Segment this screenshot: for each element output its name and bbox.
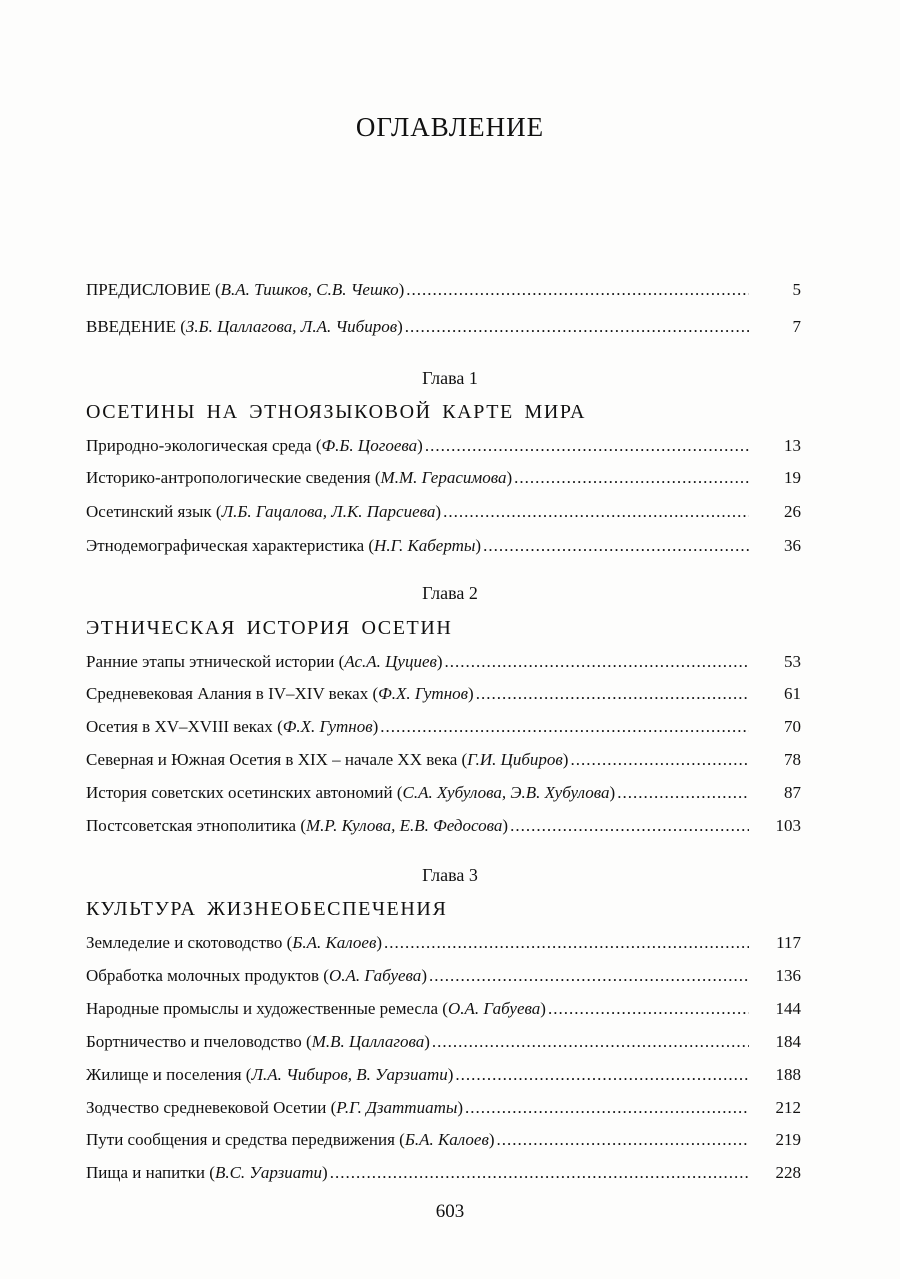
toc-entry: Зодчество средневековой Осетии (Р.Г. Дзаттиаты) ..... 212 (86, 1097, 801, 1119)
toc-entry: Пища и напитки (В.С. Уарзиати) ..... 228 (86, 1162, 801, 1184)
toc-page-number: 5 (792, 280, 801, 299)
toc-page-number: 53 (784, 652, 801, 671)
dot-leader (548, 998, 749, 1020)
dot-leader (445, 651, 749, 673)
toc-entry-title: Пути сообщения и средства передвижения (86, 1130, 395, 1149)
toc-page-number: 13 (784, 436, 801, 455)
toc-entry-title: Пища и напитки (86, 1163, 206, 1182)
toc-entry-title: Осетия в XV–XVIII веках (86, 717, 273, 736)
toc-entry: Земледелие и скотоводство (Б.А. Калоев) ..... 117 (86, 932, 801, 954)
chapter-number: Глава 2 (422, 583, 478, 603)
toc-entry-authors: Р.Г. Дзаттиаты (336, 1098, 458, 1117)
toc-entry-title: Зодчество средневековой Осетии (86, 1098, 327, 1117)
toc-entry: Жилище и поселения (Л.А. Чибиров, В. Уарзиати) ..... 188 (86, 1064, 801, 1086)
toc-entry: Постсоветская этнополитика (М.Р. Кулова, Е.В. Федосова) ..... 103 (86, 815, 801, 837)
page-title: ОГЛАВЛЕНИЕ (355, 112, 545, 142)
toc-entry-authors: О.А. Габуева (447, 999, 541, 1018)
dot-leader (497, 1129, 750, 1151)
toc-entry-authors: Ф.Х. Гутнов (378, 684, 469, 703)
toc-entry-authors: Б.А. Калоев (292, 933, 377, 952)
toc-entry-title: Обработка молочных продуктов (86, 966, 320, 985)
toc-entry: Осетия в XV–XVIII веках (Ф.Х. Гутнов) ..... 70 (86, 716, 801, 738)
toc-page-number: 136 (775, 966, 801, 985)
chapter-title: ЭТНИЧЕСКАЯ ИСТОРИЯ ОСЕТИН (86, 617, 453, 639)
page-number-footer: 603 (435, 1201, 465, 1222)
toc-entry-title: ПРЕДИСЛОВИЕ (86, 280, 211, 299)
dot-leader (384, 932, 749, 954)
toc-page-number: 26 (784, 502, 801, 521)
toc-entry-title: Историко-антропологические сведения (86, 468, 371, 487)
toc-entry: Бортничество и пчеловодство (М.В. Цаллагова) ..... 184 (86, 1031, 801, 1053)
dot-leader (465, 1097, 749, 1119)
toc-page-number: 184 (775, 1032, 801, 1051)
toc-entry-authors: М.Р. Кулова, Е.В. Федосова (305, 816, 503, 835)
toc-entry: Ранние этапы этнической истории (Ас.А. Цуциев) ..... 53 (86, 651, 801, 673)
toc-entry-authors: Б.А. Калоев (404, 1130, 489, 1149)
dot-leader (570, 749, 749, 771)
toc-page-number: 7 (792, 317, 801, 336)
toc-entry-authors: З.Б. Цаллагова, Л.А. Чибиров (185, 317, 398, 336)
chapter-number: Глава 3 (422, 865, 478, 885)
dot-leader (514, 467, 749, 489)
dot-leader (429, 965, 749, 987)
toc-entry-authors: О.А. Габуева (328, 966, 422, 985)
chapter-title: КУЛЬТУРА ЖИЗНЕОБЕСПЕЧЕНИЯ (86, 898, 448, 920)
toc-entry-title: Средневековая Алания в IV–XIV веках (86, 684, 369, 703)
toc-entry-title: Жилище и поселения (86, 1065, 242, 1084)
toc-entry-title: Природно-экологическая среда (86, 436, 312, 455)
toc-page-number: 228 (775, 1163, 801, 1182)
toc-entry-authors: Ф.Б. Цогоева (321, 436, 418, 455)
toc-page-number: 188 (775, 1065, 801, 1084)
dot-leader (483, 535, 749, 557)
toc-page-number: 219 (775, 1130, 801, 1149)
toc-entry: Природно-экологическая среда (Ф.Б. Цогоева) ..... 13 (86, 435, 801, 457)
toc-page-number: 19 (784, 468, 801, 487)
toc-entry-title: ВВЕДЕНИЕ (86, 317, 176, 336)
toc-page-number: 117 (776, 933, 801, 952)
toc-entry-authors: Н.Г. Каберты (374, 536, 476, 555)
dot-leader (617, 782, 749, 804)
toc-entry-title: Осетинский язык (86, 502, 212, 521)
dot-leader (432, 1031, 749, 1053)
toc-entry-authors: В.А. Тишков, С.В. Чешко (220, 280, 399, 299)
toc-entry-title: Постсоветская этнополитика (86, 816, 297, 835)
toc-page-number: 87 (784, 783, 801, 802)
toc-entry-title: Северная и Южная Осетия в XIX – начале XX века (86, 750, 458, 769)
dot-leader (510, 815, 749, 837)
toc-entry: История советских осетинских автономий (С.А. Хубулова, Э.В. Хубулова) ..... 87 (86, 782, 801, 804)
toc-entry-title: Ранние этапы этнической истории (86, 652, 335, 671)
toc-entry-title: История советских осетинских автономий (86, 783, 393, 802)
toc-entry: Осетинский язык (Л.Б. Гацалова, Л.К. Парсиева) ..... 26 (86, 501, 801, 523)
chapter-title: ОСЕТИНЫ НА ЭТНОЯЗЫКОВОЙ КАРТЕ МИРА (86, 401, 587, 423)
toc-entry-authors: М.М. Герасимова (380, 468, 507, 487)
dot-leader (476, 683, 749, 705)
toc-page-number: 78 (784, 750, 801, 769)
chapter-number: Глава 1 (422, 368, 478, 388)
toc-entry-authors: Ас.А. Цуциев (344, 652, 437, 671)
toc-page-number: 70 (784, 717, 801, 736)
dot-leader (380, 716, 749, 738)
dot-leader (405, 316, 749, 338)
toc-entry-authors: Л.Б. Гацалова, Л.К. Парсиева (221, 502, 436, 521)
dot-leader (406, 279, 749, 301)
toc-entry: Этнодемографическая характеристика (Н.Г. Каберты) ..... 36 (86, 535, 801, 557)
toc-entry: Средневековая Алания в IV–XIV веках (Ф.Х. Гутнов) ..... 61 (86, 683, 801, 705)
toc-entry-title: Этнодемографическая характеристика (86, 536, 365, 555)
toc-entry-authors: М.В. Цаллагова (311, 1032, 425, 1051)
toc-entry-authors: В.С. Уарзиати (214, 1163, 323, 1182)
toc-page-number: 36 (784, 536, 801, 555)
toc-page-number: 144 (775, 999, 801, 1018)
toc-entry-authors: Г.И. Цибиров (467, 750, 563, 769)
toc-entry: Народные промыслы и художественные ремесла (О.А. Габуева) ..... 144 (86, 998, 801, 1020)
toc-entry: Обработка молочных продуктов (О.А. Габуева) ..... 136 (86, 965, 801, 987)
toc-entry: Историко-антропологические сведения (М.М. Герасимова) ..... 19 (86, 467, 801, 489)
toc-entry-authors: С.А. Хубулова, Э.В. Хубулова (402, 783, 610, 802)
toc-page-number: 103 (775, 816, 801, 835)
toc-entry-authors: Ф.Х. Гутнов (282, 717, 373, 736)
toc-entry-title: Земледелие и скотоводство (86, 933, 283, 952)
toc-entry: ПРЕДИСЛОВИЕ (В.А. Тишков, С.В. Чешко) ..... 5 (86, 279, 801, 301)
toc-entry: Пути сообщения и средства передвижения (Б.А. Калоев) ..... 219 (86, 1129, 801, 1151)
dot-leader (443, 501, 749, 523)
toc-page-number: 61 (784, 684, 801, 703)
dot-leader (425, 435, 749, 457)
toc-page-number: 212 (775, 1098, 801, 1117)
toc-entry-title: Бортничество и пчеловодство (86, 1032, 302, 1051)
toc-entry: ВВЕДЕНИЕ (З.Б. Цаллагова, Л.А. Чибиров) ..... 7 (86, 316, 801, 338)
dot-leader (455, 1064, 749, 1086)
toc-entry-title: Народные промыслы и художественные ремесла (86, 999, 439, 1018)
dot-leader (330, 1162, 749, 1184)
toc-entry-authors: Л.А. Чибиров, В. Уарзиати (251, 1065, 448, 1084)
toc-entry: Северная и Южная Осетия в XIX – начале XX века (Г.И. Цибиров) ..... 78 (86, 749, 801, 771)
